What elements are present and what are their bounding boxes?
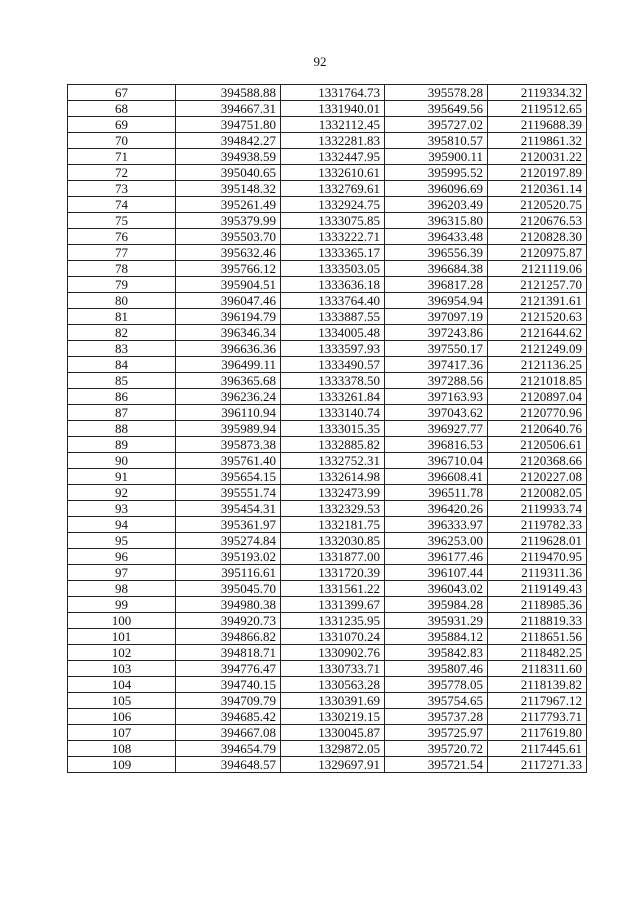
x1-cell: 395654.15 [176,469,281,485]
y1-cell: 1334005.48 [281,325,385,341]
point-number-cell: 109 [68,757,176,773]
y2-cell: 2119512.65 [488,101,587,117]
point-number-cell: 96 [68,549,176,565]
y2-cell: 2120520.75 [488,197,587,213]
y2-cell: 2121644.62 [488,325,587,341]
point-number-cell: 85 [68,373,176,389]
y1-cell: 1330902.76 [281,645,385,661]
x1-cell: 394667.31 [176,101,281,117]
point-number-cell: 75 [68,213,176,229]
x2-cell: 395984.28 [385,597,488,613]
x2-cell: 396203.49 [385,197,488,213]
x2-cell: 395842.83 [385,645,488,661]
point-number-cell: 100 [68,613,176,629]
y2-cell: 2119470.95 [488,549,587,565]
y2-cell: 2120227.08 [488,469,587,485]
x2-cell: 397097.19 [385,309,488,325]
x1-cell: 395989.94 [176,421,281,437]
table-row [68,629,587,645]
x2-cell: 396511.78 [385,485,488,501]
x1-cell: 395904.51 [176,277,281,293]
y1-cell: 1331561.22 [281,581,385,597]
y2-cell: 2120082.05 [488,485,587,501]
y1-cell: 1330219.15 [281,709,385,725]
table-row [68,229,587,245]
table-row [68,389,587,405]
y2-cell: 2121257.70 [488,277,587,293]
x2-cell: 396433.48 [385,229,488,245]
x1-cell: 395503.70 [176,229,281,245]
x1-cell: 395148.32 [176,181,281,197]
x2-cell: 396177.46 [385,549,488,565]
x2-cell: 396927.77 [385,421,488,437]
x2-cell: 395900.11 [385,149,488,165]
x2-cell: 395931.29 [385,613,488,629]
y1-cell: 1331940.01 [281,101,385,117]
point-number-cell: 77 [68,245,176,261]
table-row [68,245,587,261]
point-number-cell: 108 [68,741,176,757]
x1-cell: 394654.79 [176,741,281,757]
y1-cell: 1330391.69 [281,693,385,709]
table-row [68,277,587,293]
x2-cell: 395778.05 [385,677,488,693]
x1-cell: 394920.73 [176,613,281,629]
y1-cell: 1332752.31 [281,453,385,469]
y1-cell: 1332769.61 [281,181,385,197]
point-number-cell: 81 [68,309,176,325]
y2-cell: 2121391.61 [488,293,587,309]
y2-cell: 2118651.56 [488,629,587,645]
point-number-cell: 89 [68,437,176,453]
x1-cell: 394938.59 [176,149,281,165]
y2-cell: 2119149.43 [488,581,587,597]
y2-cell: 2119628.01 [488,533,587,549]
x2-cell: 397550.17 [385,341,488,357]
y1-cell: 1333222.71 [281,229,385,245]
point-number-cell: 78 [68,261,176,277]
table-row [68,453,587,469]
table-row [68,581,587,597]
x1-cell: 396346.34 [176,325,281,341]
table-row [68,133,587,149]
y2-cell: 2120975.87 [488,245,587,261]
point-number-cell: 72 [68,165,176,181]
y2-cell: 2120368.66 [488,453,587,469]
x1-cell: 394866.82 [176,629,281,645]
x2-cell: 395578.28 [385,85,488,101]
y1-cell: 1333365.17 [281,245,385,261]
table-row [68,757,587,773]
y2-cell: 2121018.85 [488,373,587,389]
x1-cell: 394709.79 [176,693,281,709]
y2-cell: 2117445.61 [488,741,587,757]
x2-cell: 396954.94 [385,293,488,309]
y1-cell: 1333636.18 [281,277,385,293]
x1-cell: 394751.80 [176,117,281,133]
x2-cell: 396816.53 [385,437,488,453]
table-row [68,293,587,309]
table-row [68,517,587,533]
table-row [68,405,587,421]
y2-cell: 2119334.32 [488,85,587,101]
table-row [68,597,587,613]
point-number-cell: 67 [68,85,176,101]
y1-cell: 1332473.99 [281,485,385,501]
y2-cell: 2117967.12 [488,693,587,709]
x2-cell: 396107.44 [385,565,488,581]
point-number-cell: 74 [68,197,176,213]
x2-cell: 396817.28 [385,277,488,293]
point-number-cell: 95 [68,533,176,549]
point-number-cell: 84 [68,357,176,373]
table-row [68,325,587,341]
table-row [68,421,587,437]
y2-cell: 2118482.25 [488,645,587,661]
point-number-cell: 98 [68,581,176,597]
x1-cell: 395632.46 [176,245,281,261]
y2-cell: 2119688.39 [488,117,587,133]
point-number-cell: 70 [68,133,176,149]
table-row [68,197,587,213]
table-row [68,725,587,741]
x1-cell: 395379.99 [176,213,281,229]
x2-cell: 396684.38 [385,261,488,277]
table-row [68,149,587,165]
y2-cell: 2121136.25 [488,357,587,373]
point-number-cell: 105 [68,693,176,709]
x2-cell: 396096.69 [385,181,488,197]
x1-cell: 395761.40 [176,453,281,469]
x1-cell: 395551.74 [176,485,281,501]
x2-cell: 396315.80 [385,213,488,229]
x1-cell: 395193.02 [176,549,281,565]
x1-cell: 394980.38 [176,597,281,613]
x1-cell: 395454.31 [176,501,281,517]
x1-cell: 396636.36 [176,341,281,357]
y1-cell: 1331235.95 [281,613,385,629]
x1-cell: 396047.46 [176,293,281,309]
y2-cell: 2119933.74 [488,501,587,517]
x2-cell: 395649.56 [385,101,488,117]
y1-cell: 1330733.71 [281,661,385,677]
y1-cell: 1329697.91 [281,757,385,773]
x1-cell: 395261.49 [176,197,281,213]
y1-cell: 1332030.85 [281,533,385,549]
x2-cell: 395720.72 [385,741,488,757]
table-row [68,485,587,501]
y1-cell: 1329872.05 [281,741,385,757]
y1-cell: 1332614.98 [281,469,385,485]
y1-cell: 1331877.00 [281,549,385,565]
x1-cell: 395873.38 [176,437,281,453]
y2-cell: 2119782.33 [488,517,587,533]
point-number-cell: 69 [68,117,176,133]
y1-cell: 1333887.55 [281,309,385,325]
table-row [68,693,587,709]
point-number-cell: 91 [68,469,176,485]
x2-cell: 395810.57 [385,133,488,149]
y2-cell: 2117793.71 [488,709,587,725]
point-number-cell: 103 [68,661,176,677]
point-number-cell: 101 [68,629,176,645]
y2-cell: 2117271.33 [488,757,587,773]
x2-cell: 395737.28 [385,709,488,725]
x2-cell: 396710.04 [385,453,488,469]
x1-cell: 396236.24 [176,389,281,405]
y1-cell: 1332924.75 [281,197,385,213]
point-number-cell: 88 [68,421,176,437]
table-row [68,309,587,325]
y1-cell: 1333378.50 [281,373,385,389]
x1-cell: 395274.84 [176,533,281,549]
x1-cell: 394685.42 [176,709,281,725]
y2-cell: 2117619.80 [488,725,587,741]
table-row [68,181,587,197]
x2-cell: 395995.52 [385,165,488,181]
table-row [68,565,587,581]
coordinates-table [67,84,587,773]
y1-cell: 1331070.24 [281,629,385,645]
y2-cell: 2120828.30 [488,229,587,245]
point-number-cell: 83 [68,341,176,357]
y2-cell: 2119861.32 [488,133,587,149]
point-number-cell: 106 [68,709,176,725]
x2-cell: 395725.97 [385,725,488,741]
y1-cell: 1330563.28 [281,677,385,693]
point-number-cell: 107 [68,725,176,741]
x1-cell: 396499.11 [176,357,281,373]
x1-cell: 396194.79 [176,309,281,325]
x1-cell: 394588.88 [176,85,281,101]
table-row [68,373,587,389]
point-number-cell: 71 [68,149,176,165]
point-number-cell: 97 [68,565,176,581]
y2-cell: 2118985.36 [488,597,587,613]
x2-cell: 396608.41 [385,469,488,485]
x2-cell: 395754.65 [385,693,488,709]
point-number-cell: 76 [68,229,176,245]
x1-cell: 395045.70 [176,581,281,597]
x2-cell: 396043.02 [385,581,488,597]
y1-cell: 1333597.93 [281,341,385,357]
x2-cell: 396420.26 [385,501,488,517]
x1-cell: 394667.08 [176,725,281,741]
table-row [68,213,587,229]
y2-cell: 2120506.61 [488,437,587,453]
x2-cell: 397163.93 [385,389,488,405]
point-number-cell: 82 [68,325,176,341]
table-row [68,661,587,677]
point-number-cell: 93 [68,501,176,517]
table-row [68,117,587,133]
table-row [68,549,587,565]
x2-cell: 396253.00 [385,533,488,549]
point-number-cell: 68 [68,101,176,117]
table-row [68,165,587,181]
table-row [68,341,587,357]
y2-cell: 2121520.63 [488,309,587,325]
x2-cell: 395807.46 [385,661,488,677]
table-row [68,469,587,485]
x1-cell: 394740.15 [176,677,281,693]
x1-cell: 394842.27 [176,133,281,149]
y1-cell: 1333261.84 [281,389,385,405]
table-row [68,101,587,117]
page-number: 92 [313,54,327,69]
x1-cell: 395116.61 [176,565,281,581]
table-row [68,501,587,517]
table-row [68,437,587,453]
x1-cell: 394818.71 [176,645,281,661]
coordinates-table-body [68,85,587,773]
y2-cell: 2120031.22 [488,149,587,165]
y1-cell: 1330045.87 [281,725,385,741]
y1-cell: 1332112.45 [281,117,385,133]
x1-cell: 395040.65 [176,165,281,181]
point-number-cell: 79 [68,277,176,293]
point-number-cell: 94 [68,517,176,533]
y1-cell: 1333764.40 [281,293,385,309]
y2-cell: 2120770.96 [488,405,587,421]
point-number-cell: 87 [68,405,176,421]
y1-cell: 1332447.95 [281,149,385,165]
x1-cell: 396365.68 [176,373,281,389]
table-row [68,741,587,757]
y1-cell: 1333490.57 [281,357,385,373]
x2-cell: 397243.86 [385,325,488,341]
point-number-cell: 90 [68,453,176,469]
x1-cell: 395766.12 [176,261,281,277]
x1-cell: 395361.97 [176,517,281,533]
x2-cell: 396333.97 [385,517,488,533]
table-row [68,709,587,725]
x2-cell: 397288.56 [385,373,488,389]
table-row [68,613,587,629]
table-row [68,261,587,277]
y1-cell: 1332281.83 [281,133,385,149]
x2-cell: 395721.54 [385,757,488,773]
y1-cell: 1331720.39 [281,565,385,581]
y1-cell: 1333015.35 [281,421,385,437]
y1-cell: 1332329.53 [281,501,385,517]
y2-cell: 2120361.14 [488,181,587,197]
y2-cell: 2118819.33 [488,613,587,629]
x2-cell: 397043.62 [385,405,488,421]
y1-cell: 1332885.82 [281,437,385,453]
y2-cell: 2120897.04 [488,389,587,405]
y1-cell: 1331399.67 [281,597,385,613]
x2-cell: 395884.12 [385,629,488,645]
y1-cell: 1333503.05 [281,261,385,277]
table-row [68,645,587,661]
point-number-cell: 102 [68,645,176,661]
y2-cell: 2120640.76 [488,421,587,437]
point-number-cell: 80 [68,293,176,309]
y2-cell: 2121119.06 [488,261,587,277]
y1-cell: 1331764.73 [281,85,385,101]
x1-cell: 396110.94 [176,405,281,421]
x2-cell: 395727.02 [385,117,488,133]
point-number-cell: 92 [68,485,176,501]
x1-cell: 394776.47 [176,661,281,677]
y2-cell: 2120197.89 [488,165,587,181]
y1-cell: 1333140.74 [281,405,385,421]
y2-cell: 2118139.82 [488,677,587,693]
y2-cell: 2120676.53 [488,213,587,229]
y2-cell: 2118311.60 [488,661,587,677]
point-number-cell: 104 [68,677,176,693]
y1-cell: 1333075.85 [281,213,385,229]
x1-cell: 394648.57 [176,757,281,773]
table-row [68,85,587,101]
y2-cell: 2119311.36 [488,565,587,581]
point-number-cell: 99 [68,597,176,613]
table-row [68,677,587,693]
table-row [68,357,587,373]
point-number-cell: 86 [68,389,176,405]
point-number-cell: 73 [68,181,176,197]
y1-cell: 1332610.61 [281,165,385,181]
y1-cell: 1332181.75 [281,517,385,533]
x2-cell: 397417.36 [385,357,488,373]
y2-cell: 2121249.09 [488,341,587,357]
table-row [68,533,587,549]
x2-cell: 396556.39 [385,245,488,261]
